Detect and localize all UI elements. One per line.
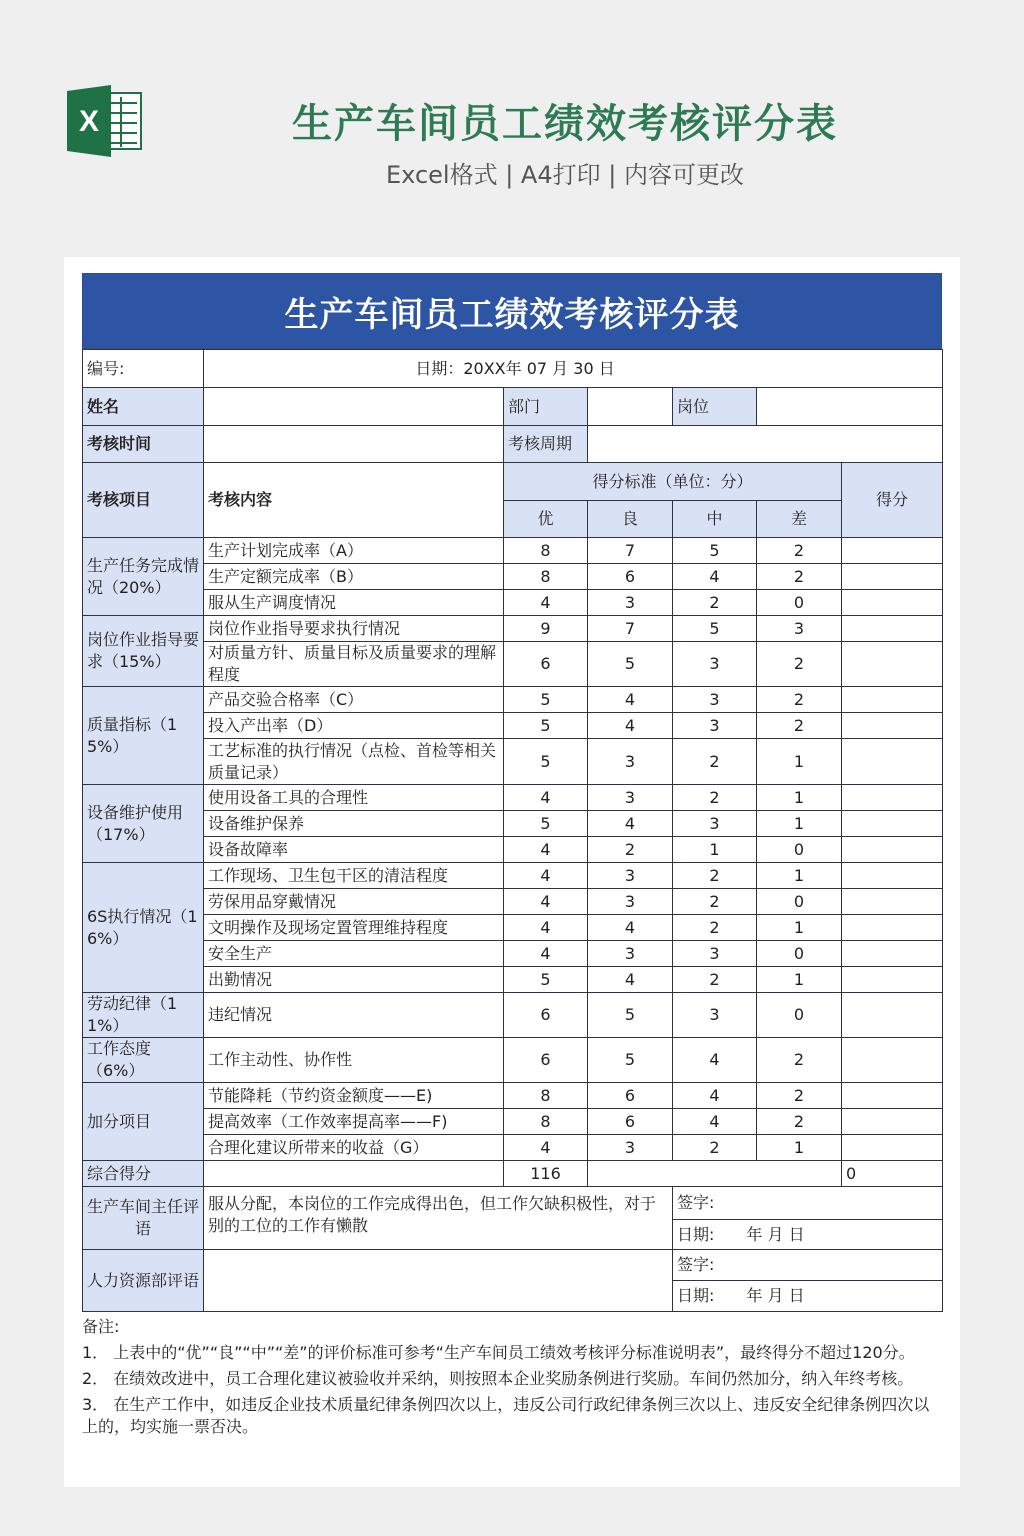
grade-value-cell: 4 <box>673 1109 757 1135</box>
grade-value-cell: 2 <box>588 837 673 863</box>
category-cell: 工作态度（6%） <box>83 1038 204 1083</box>
grade-value-cell: 3 <box>673 642 757 687</box>
table-row <box>83 1109 943 1135</box>
total-row <box>83 1161 943 1187</box>
sheet-banner: 生产车间员工绩效考核评分表 <box>82 273 942 349</box>
score-input-cell[interactable] <box>842 811 943 837</box>
score-input-cell[interactable] <box>842 713 943 739</box>
grade-value-cell: 2 <box>757 1083 842 1109</box>
score-input-cell[interactable] <box>842 538 943 564</box>
grade-value-cell: 5 <box>673 616 757 642</box>
grade-value-cell: 3 <box>588 785 673 811</box>
post-field[interactable] <box>757 388 943 426</box>
category-cell: 设备维护使用（17%） <box>83 785 204 863</box>
grade-value-cell: 3 <box>757 616 842 642</box>
score-input-cell[interactable] <box>842 1109 943 1135</box>
table-row <box>83 713 943 739</box>
grade-value-cell: 5 <box>504 811 588 837</box>
score-input-cell[interactable] <box>842 889 943 915</box>
period-row <box>83 426 943 463</box>
grade-poor: 差 <box>757 501 842 538</box>
content-cell: 出勤情况 <box>204 967 504 993</box>
grade-value-cell: 7 <box>588 538 673 564</box>
supervisor-comment[interactable]: 服从分配，本岗位的工作完成得出色，但工作欠缺积极性，对于别的工位的工作有懒散 <box>204 1187 673 1250</box>
supervisor-row-1 <box>83 1187 943 1220</box>
grade-value-cell: 2 <box>757 687 842 713</box>
serial-label: 编号: <box>83 350 204 388</box>
grade-value-cell: 6 <box>588 1109 673 1135</box>
grade-value-cell: 4 <box>588 915 673 941</box>
grade-value-cell: 6 <box>588 564 673 590</box>
grade-value-cell: 3 <box>673 811 757 837</box>
grade-value-cell: 5 <box>673 538 757 564</box>
total-label: 综合得分 <box>83 1161 204 1187</box>
table-row <box>83 538 943 564</box>
grade-value-cell: 2 <box>757 1038 842 1083</box>
period-time-field[interactable] <box>204 426 504 463</box>
grade-value-cell: 2 <box>673 967 757 993</box>
grade-value-cell: 0 <box>757 993 842 1038</box>
content-cell: 工艺标准的执行情况（点检、首检等相关质量记录） <box>204 739 504 785</box>
content-cell: 岗位作业指导要求执行情况 <box>204 616 504 642</box>
grade-value-cell: 3 <box>673 687 757 713</box>
grade-value-cell: 6 <box>504 1038 588 1083</box>
standard-header: 得分标准（单位：分） <box>504 463 842 501</box>
grade-value-cell: 1 <box>757 863 842 889</box>
grade-value-cell: 0 <box>757 837 842 863</box>
grade-value-cell: 2 <box>673 785 757 811</box>
score-input-cell[interactable] <box>842 739 943 785</box>
grade-value-cell: 5 <box>588 1038 673 1083</box>
content-cell: 使用设备工具的合理性 <box>204 785 504 811</box>
notes-title: 备注: <box>82 1317 120 1336</box>
score-input-cell[interactable] <box>842 642 943 687</box>
cycle-label: 考核周期 <box>504 426 588 463</box>
score-header: 得分 <box>842 463 943 538</box>
grade-value-cell: 3 <box>673 941 757 967</box>
content-header: 考核内容 <box>204 463 504 538</box>
score-input-cell[interactable] <box>842 564 943 590</box>
grade-value-cell: 4 <box>504 941 588 967</box>
grade-value-cell: 6 <box>504 642 588 687</box>
table-row <box>83 1038 943 1083</box>
grade-value-cell: 1 <box>673 837 757 863</box>
grade-value-cell: 4 <box>504 837 588 863</box>
grade-value-cell: 3 <box>588 941 673 967</box>
grade-value-cell: 8 <box>504 1109 588 1135</box>
score-input-cell[interactable] <box>842 967 943 993</box>
grade-medium: 中 <box>673 501 757 538</box>
content-cell: 产品交验合格率（C） <box>204 687 504 713</box>
grade-value-cell: 1 <box>757 915 842 941</box>
grade-value-cell: 4 <box>504 1135 588 1161</box>
score-input-cell[interactable] <box>842 1038 943 1083</box>
score-input-cell[interactable] <box>842 863 943 889</box>
grade-value-cell: 4 <box>588 967 673 993</box>
grade-value-cell: 2 <box>757 538 842 564</box>
content-cell: 生产定额完成率（B） <box>204 564 504 590</box>
grade-value-cell: 2 <box>757 713 842 739</box>
score-input-cell[interactable] <box>842 785 943 811</box>
total-blank-2 <box>588 1161 842 1187</box>
table-row <box>83 941 943 967</box>
table-row <box>83 616 943 642</box>
score-input-cell[interactable] <box>842 687 943 713</box>
grade-value-cell: 1 <box>757 811 842 837</box>
grade-excellent: 优 <box>504 501 588 538</box>
grade-value-cell: 2 <box>757 564 842 590</box>
grade-value-cell: 5 <box>588 993 673 1038</box>
grade-value-cell: 3 <box>673 993 757 1038</box>
score-input-cell[interactable] <box>842 941 943 967</box>
grade-value-cell: 0 <box>757 941 842 967</box>
score-input-cell[interactable] <box>842 1135 943 1161</box>
hr-comment[interactable] <box>204 1250 673 1312</box>
grade-value-cell: 5 <box>504 687 588 713</box>
header-row-1 <box>83 463 943 501</box>
content-cell: 安全生产 <box>204 941 504 967</box>
grade-value-cell: 2 <box>673 1135 757 1161</box>
content-cell: 合理化建议所带来的收益（G） <box>204 1135 504 1161</box>
hr-date: 日期: 年 月 日 <box>673 1281 943 1312</box>
content-cell: 提高效率（工作效率提高率——F) <box>204 1109 504 1135</box>
note-1: 1． 上表中的“优”“良”“中”“差”的评价标准可参考“生产车间员工绩效考核评分标准说明表”，最终得分不超过120分。 <box>82 1343 915 1362</box>
excel-logo-letter: X <box>78 105 100 138</box>
grade-value-cell: 5 <box>504 713 588 739</box>
post-label: 岗位 <box>673 388 757 426</box>
score-input-cell[interactable] <box>842 915 943 941</box>
table-row <box>83 915 943 941</box>
content-cell: 工作现场、卫生包干区的清洁程度 <box>204 863 504 889</box>
grade-value-cell: 1 <box>757 967 842 993</box>
category-cell: 加分项目 <box>83 1083 204 1161</box>
table-row <box>83 1135 943 1161</box>
category-cell: 质量指标（15%） <box>83 687 204 785</box>
supervisor-date: 日期: 年 月 日 <box>673 1220 943 1250</box>
content-cell: 劳保用品穿戴情况 <box>204 889 504 915</box>
grade-value-cell: 8 <box>504 538 588 564</box>
score-input-cell[interactable] <box>842 590 943 616</box>
total-blank <box>204 1161 504 1187</box>
grade-value-cell: 4 <box>588 713 673 739</box>
table-row <box>83 785 943 811</box>
hr-label: 人力资源部评语 <box>83 1250 204 1312</box>
score-input-cell[interactable] <box>842 837 943 863</box>
grade-value-cell: 2 <box>757 642 842 687</box>
name-label: 姓名 <box>83 388 204 426</box>
hr-sign: 签字: <box>673 1250 943 1281</box>
grade-value-cell: 4 <box>588 687 673 713</box>
name-field[interactable] <box>204 388 504 426</box>
total-score: 0 <box>842 1161 943 1187</box>
category-cell: 生产任务完成情况（20%） <box>83 538 204 616</box>
note-3: 3． 在生产工作中，如违反企业技术质量纪律条例四次以上，违反公司行政纪律条例三次以上、违反安全纪律条例四次以上的，均实施一票否决。 <box>82 1395 930 1436</box>
grade-value-cell: 2 <box>673 915 757 941</box>
document-paper <box>64 257 960 1487</box>
grade-value-cell: 5 <box>504 967 588 993</box>
evaluation-table <box>82 349 943 1312</box>
grade-value-cell: 2 <box>673 863 757 889</box>
grade-value-cell: 0 <box>757 590 842 616</box>
page-subtitle: Excel格式 | A4打印 | 内容可更改 <box>386 161 744 189</box>
serial-row <box>83 350 943 388</box>
excel-icon <box>67 85 143 157</box>
grade-value-cell: 4 <box>504 863 588 889</box>
content-cell: 对质量方针、质量目标及质量要求的理解程度 <box>204 642 504 687</box>
grade-value-cell: 3 <box>588 739 673 785</box>
score-input-cell[interactable] <box>842 993 943 1038</box>
grade-value-cell: 4 <box>504 590 588 616</box>
category-cell: 劳动纪律（11%） <box>83 993 204 1038</box>
score-input-cell[interactable] <box>842 1083 943 1109</box>
grade-value-cell: 2 <box>673 739 757 785</box>
grade-value-cell: 3 <box>588 863 673 889</box>
supervisor-sign: 签字: <box>673 1187 943 1220</box>
page-title: 生产车间员工绩效考核评分表 <box>292 101 838 147</box>
grade-value-cell: 5 <box>504 739 588 785</box>
grade-value-cell: 1 <box>757 785 842 811</box>
grade-value-cell: 4 <box>504 889 588 915</box>
content-cell: 投入产出率（D） <box>204 713 504 739</box>
table-row <box>83 590 943 616</box>
content-cell: 设备维护保养 <box>204 811 504 837</box>
grade-value-cell: 3 <box>588 1135 673 1161</box>
grade-value-cell: 0 <box>757 889 842 915</box>
content-cell: 节能降耗（节约资金额度——E) <box>204 1083 504 1109</box>
grade-value-cell: 1 <box>757 739 842 785</box>
grade-value-cell: 4 <box>673 1083 757 1109</box>
grade-value-cell: 6 <box>588 1083 673 1109</box>
grade-value-cell: 8 <box>504 564 588 590</box>
table-row <box>83 811 943 837</box>
table-row <box>83 642 943 687</box>
grade-value-cell: 6 <box>504 993 588 1038</box>
supervisor-label: 生产车间主任评语 <box>83 1187 204 1250</box>
grade-value-cell: 4 <box>588 811 673 837</box>
table-row <box>83 564 943 590</box>
content-cell: 设备故障率 <box>204 837 504 863</box>
item-header: 考核项目 <box>83 463 204 538</box>
table-row <box>83 863 943 889</box>
table-row <box>83 739 943 785</box>
period-time-label: 考核时间 <box>83 426 204 463</box>
category-cell: 6S执行情况（16%） <box>83 863 204 993</box>
grade-value-cell: 4 <box>673 1038 757 1083</box>
note-2: 2． 在绩效改进中，员工合理化建议被验收并采纳，则按照本企业奖励条例进行奖励。车间仍然加分，纳入年终考核。 <box>82 1369 914 1388</box>
content-cell: 生产计划完成率（A） <box>204 538 504 564</box>
total-value: 116 <box>504 1161 588 1187</box>
grade-value-cell: 7 <box>588 616 673 642</box>
grade-value-cell: 5 <box>588 642 673 687</box>
table-row <box>83 993 943 1038</box>
score-input-cell[interactable] <box>842 616 943 642</box>
content-cell: 违纪情况 <box>204 993 504 1038</box>
grade-value-cell: 2 <box>673 590 757 616</box>
grade-value-cell: 3 <box>588 590 673 616</box>
grade-value-cell: 1 <box>757 1135 842 1161</box>
table-row <box>83 687 943 713</box>
evaluation-sheet <box>82 273 942 1452</box>
content-cell: 服从生产调度情况 <box>204 590 504 616</box>
dept-field[interactable] <box>588 388 673 426</box>
grade-value-cell: 9 <box>504 616 588 642</box>
grade-value-cell: 8 <box>504 1083 588 1109</box>
grade-value-cell: 3 <box>673 713 757 739</box>
grade-value-cell: 4 <box>504 785 588 811</box>
grade-value-cell: 2 <box>757 1109 842 1135</box>
table-row <box>83 967 943 993</box>
dept-label: 部门 <box>504 388 588 426</box>
grade-good: 良 <box>588 501 673 538</box>
table-row <box>83 837 943 863</box>
grade-value-cell: 2 <box>673 889 757 915</box>
name-row <box>83 388 943 426</box>
category-cell: 岗位作业指导要求（15%） <box>83 616 204 687</box>
date-line: 日期：20XX年 07 月 30 日 <box>204 350 943 388</box>
cycle-field[interactable] <box>588 426 943 463</box>
table-row <box>83 889 943 915</box>
grade-value-cell: 3 <box>588 889 673 915</box>
content-cell: 工作主动性、协作性 <box>204 1038 504 1083</box>
content-cell: 文明操作及现场定置管理维持程度 <box>204 915 504 941</box>
notes <box>82 1312 942 1452</box>
table-row <box>83 1083 943 1109</box>
grade-value-cell: 4 <box>673 564 757 590</box>
grade-value-cell: 4 <box>504 915 588 941</box>
hr-row-1 <box>83 1250 943 1281</box>
